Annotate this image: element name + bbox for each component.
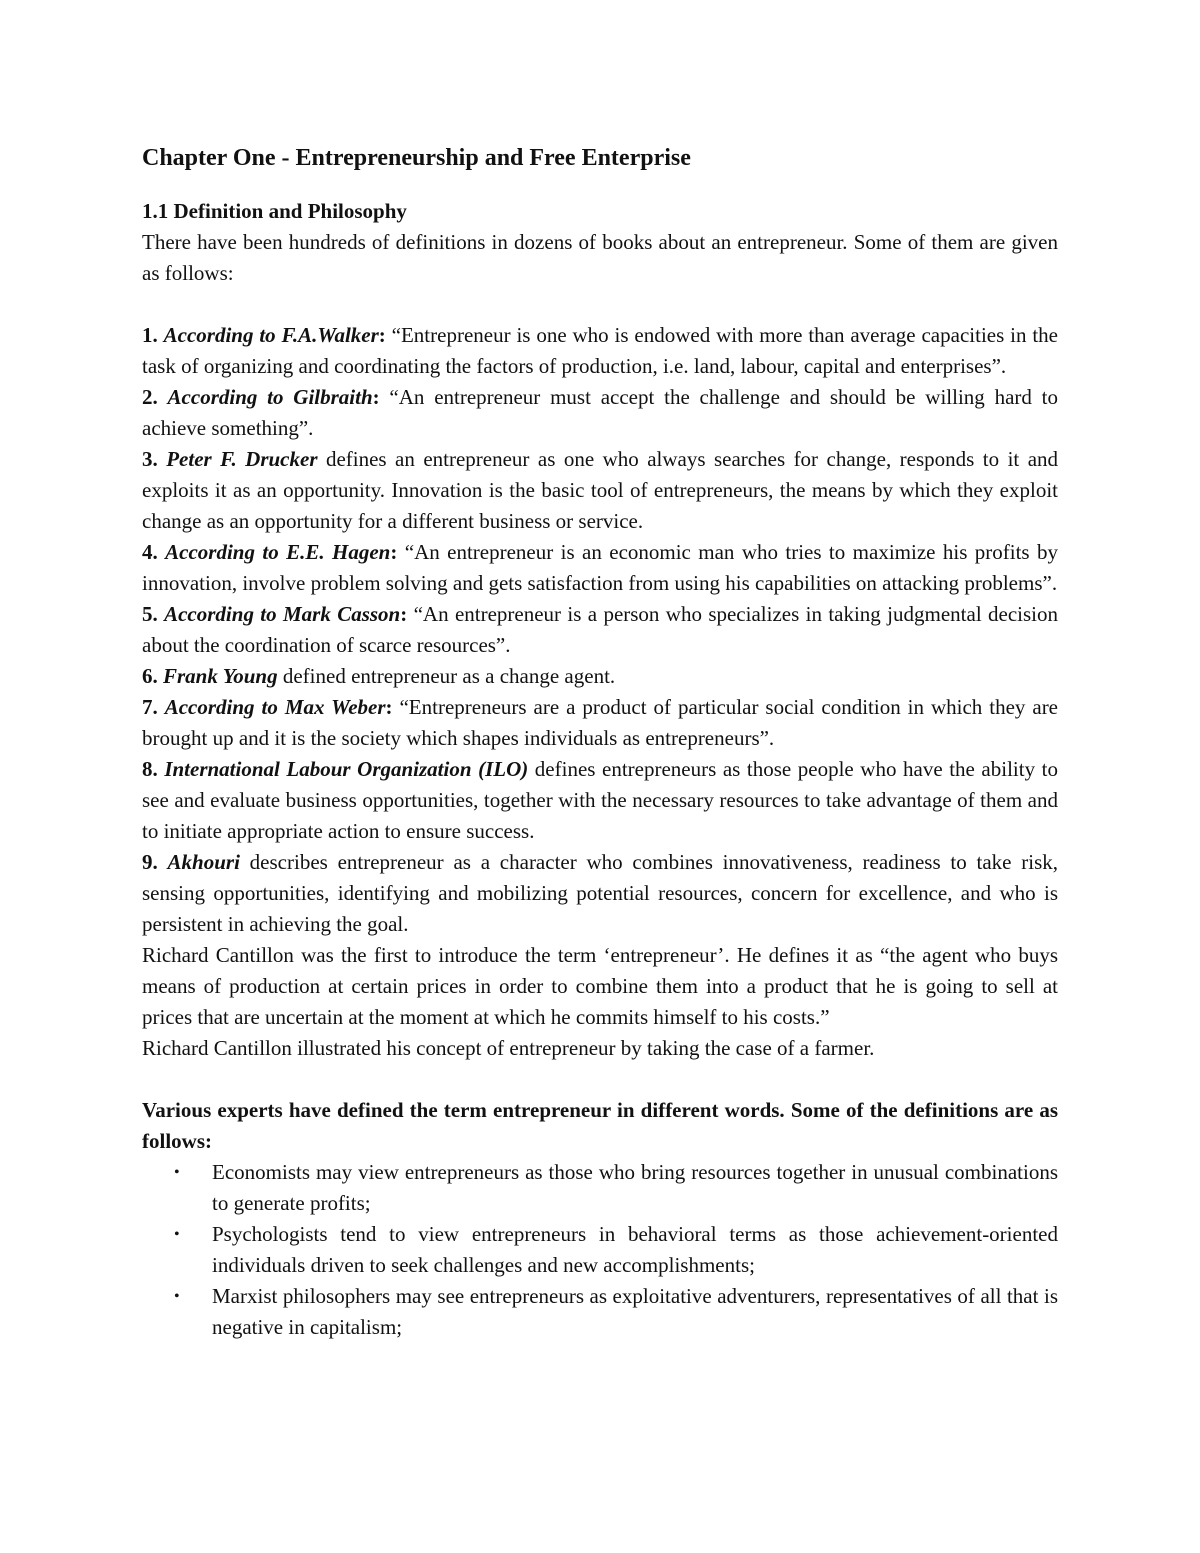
experts-heading: Various experts have defined the term entrepreneur in different words. Some of the definitions are as follows: [142, 1098, 1058, 1153]
bullet-icon: • [174, 1164, 180, 1181]
definition-item [142, 320, 1058, 382]
definition-number: 8. [142, 757, 158, 781]
definition-author: According to E.E. Hagen [165, 540, 391, 564]
definition-text: “Entrepreneur is one who is endowed with more than average capacities in the task of organizing and coordinating the factors of production, i.e. land, labour, capital and enterprises”. [142, 323, 1058, 378]
intro-paragraph: There have been hundreds of definitions in dozens of books about an entrepreneur. Some of them are given as follows: [142, 230, 1058, 285]
definition-author: According to Max Weber [164, 695, 386, 719]
definition-author: Akhouri [167, 850, 240, 874]
definition-number: 4. [142, 540, 158, 564]
definition-author: According to F.A.Walker [163, 323, 379, 347]
document-page [142, 140, 1058, 1343]
definition-item [142, 444, 1058, 537]
list-item-text: Psychologists tend to view entrepreneurs in behavioral terms as those achievement-oriented individuals driven to seek challenges and new accomplishments; [212, 1222, 1058, 1277]
list-item [142, 1219, 1058, 1281]
definition-item [142, 847, 1058, 940]
definition-item [142, 537, 1058, 599]
cantillon-paragraph: Richard Cantillon was the first to introduce the term ‘entrepreneur’. He defines it as “the agent who buys means of production at certain prices in order to combine them into a product that he is going to sell at prices that are uncertain at the moment at which he commits himself to his costs.” [142, 943, 1058, 1029]
definition-author: Peter F. Drucker [166, 447, 318, 471]
definition-author: According to Mark Casson [164, 602, 401, 626]
definition-author: Frank Young [163, 664, 278, 688]
definition-number: 5. [142, 602, 158, 626]
definition-item [142, 382, 1058, 444]
cantillon-farmer-paragraph: Richard Cantillon illustrated his concept of entrepreneur by taking the case of a farmer. [142, 1036, 875, 1060]
experts-bullet-list [142, 1157, 1058, 1343]
definitions-list [142, 320, 1058, 940]
bullet-icon: • [174, 1288, 180, 1305]
definition-number: 9. [142, 850, 158, 874]
bullet-icon: • [174, 1226, 180, 1243]
definition-text: defines an entrepreneur as one who always searches for change, responds to it and exploits it as an opportunity. Innovation is the basic tool of entrepreneurs, the means by which they exploit change as an opportunity for a different business or service. [142, 447, 1059, 533]
definition-item [142, 661, 1058, 692]
list-item [142, 1157, 1058, 1219]
definition-number: 6. [142, 664, 158, 688]
definition-text: “Entrepreneurs are a product of particular social condition in which they are brought up and it is the society which shapes individuals as entrepreneurs”. [142, 695, 1059, 750]
definition-number: 7. [142, 695, 158, 719]
definition-text: defined entrepreneur as a change agent. [277, 664, 616, 688]
definition-colon: : [372, 385, 380, 409]
definition-number: 2. [142, 385, 158, 409]
list-item-text: Economists may view entrepreneurs as those who bring resources together in unusual combinations to generate profits; [212, 1160, 1058, 1215]
section-title: 1.1 Definition and Philosophy [142, 199, 407, 223]
definition-item [142, 754, 1058, 847]
definition-text: “An entrepreneur is an economic man who tries to maximize his profits by innovation, involve problem solving and gets satisfaction from using his capabilities on attacking problems”. [142, 540, 1058, 595]
definition-colon: : [400, 602, 408, 626]
definition-colon: : [390, 540, 398, 564]
definition-number: 1. [142, 323, 158, 347]
definition-author: International Labour Organization (ILO) [164, 757, 529, 781]
definition-number: 3. [142, 447, 158, 471]
definition-text: defines entrepreneurs as those people who have the ability to see and evaluate business opportunities, together with the necessary resources to take advantage of them and to initiate appropriate action to ensure success. [142, 757, 1058, 843]
definition-author: According to Gilbraith [167, 385, 373, 409]
definition-text: “An entrepreneur must accept the challenge and should be willing hard to achieve something”. [142, 385, 1059, 440]
definition-text: “An entrepreneur is a person who specializes in taking judgmental decision about the coordination of scarce resources”. [142, 602, 1058, 657]
chapter-title: Chapter One - Entrepreneurship and Free Enterprise [142, 145, 691, 171]
list-item [142, 1281, 1058, 1343]
definition-item [142, 599, 1058, 661]
definition-item [142, 692, 1058, 754]
definition-text: describes entrepreneur as a character who combines innovativeness, readiness to take risk, sensing opportunities, identifying and mobilizing potential resources, concern for excellence, and who is persistent in achieving the goal. [142, 850, 1059, 936]
definition-colon: : [385, 695, 393, 719]
list-item-text: Marxist philosophers may see entrepreneurs as exploitative adventurers, representatives of all that is negative in capitalism; [212, 1284, 1058, 1339]
definition-colon: : [378, 323, 386, 347]
